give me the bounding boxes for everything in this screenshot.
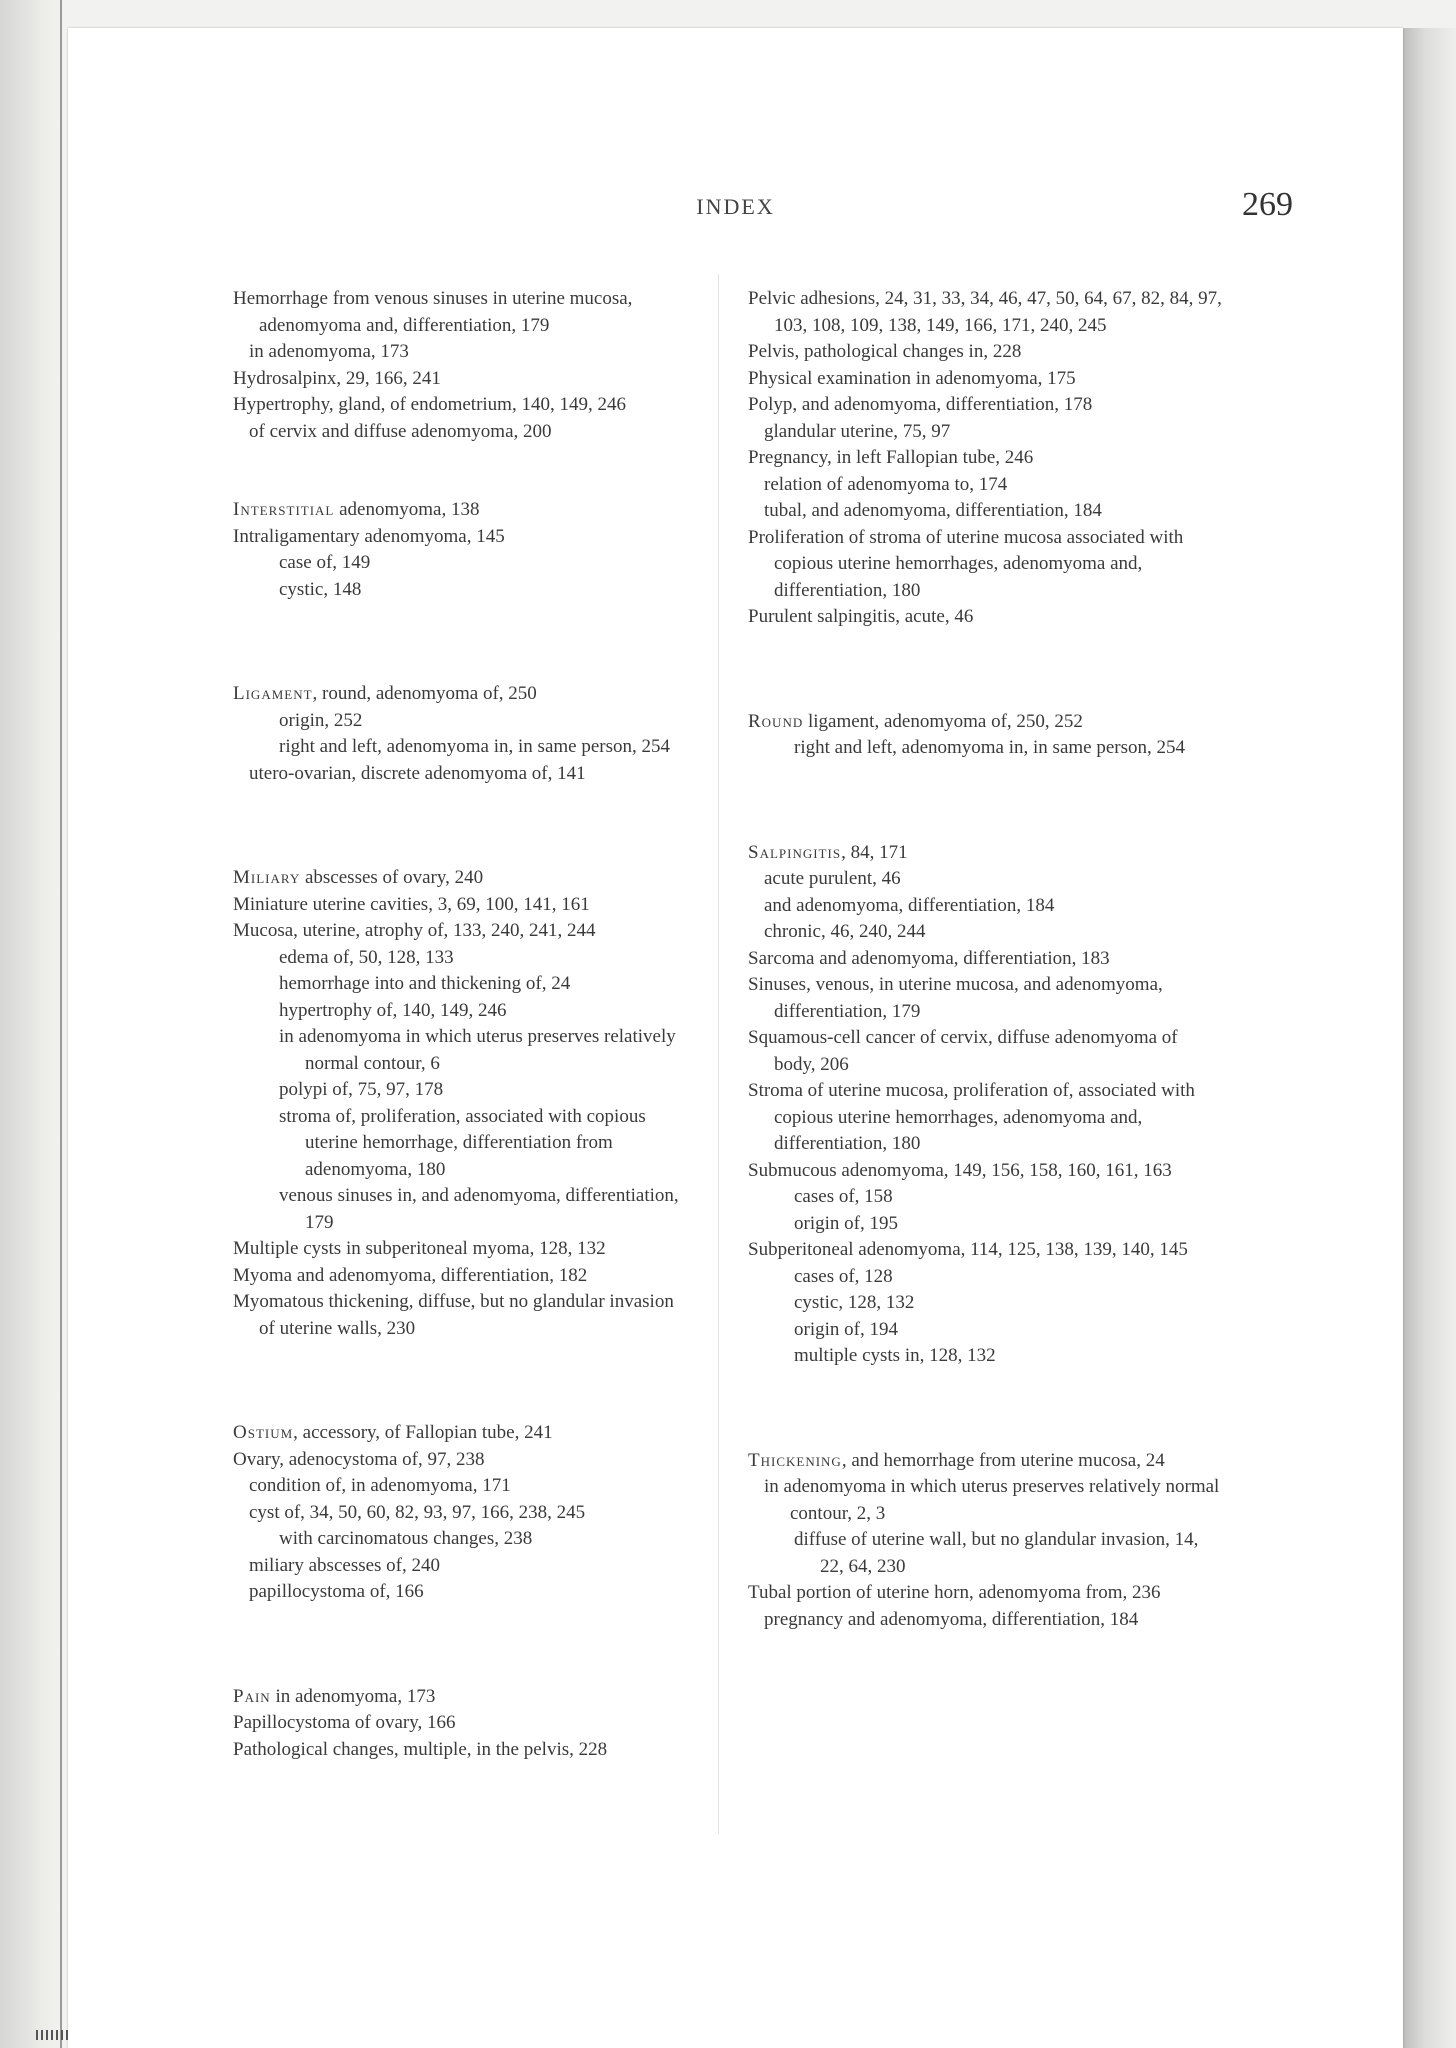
index-entry (233, 1236, 693, 1263)
entry-text: in adenomyoma, 173 (249, 341, 409, 362)
entry-text: glandular uterine, 75, 97 (764, 420, 951, 442)
index-subentry (233, 761, 693, 788)
index-entry (233, 524, 693, 551)
index-subentry (748, 1607, 1223, 1634)
entry-text: relation of adenomyoma to, 174 (764, 473, 1008, 495)
entry-text: cyst of, 34, 50, 60, 82, 93, 97, 166, 238, 245 (249, 1501, 586, 1523)
entry-text: Hemorrhage from venous sinuses in uterine mucosa, adenomyoma and, differentiation, 179 (233, 288, 633, 336)
index-subentry (233, 1024, 693, 1077)
section-lead-word: Miliary (233, 867, 301, 888)
index-subentry (233, 998, 693, 1025)
entry-text: miliary abscesses of, 240 (249, 1554, 441, 1576)
page-number: 269 (1242, 186, 1293, 223)
entry-text: acute purulent, 46 (764, 868, 901, 889)
entry-text: tubal, and adenomyoma, differentiation, 184 (764, 500, 1102, 521)
section-lead-word: Thickening (748, 1449, 842, 1471)
index-subentry (748, 419, 1223, 446)
entry-text: Sinuses, venous, in uterine mucosa, and adenomyoma, differentiation, 179 (748, 974, 1163, 1022)
left-column (233, 286, 693, 1763)
index-entry (748, 525, 1223, 605)
index-subentry (748, 1527, 1223, 1580)
section-gap (233, 1342, 693, 1420)
entry-text: Papillocystoma of ovary, 166 (233, 1712, 456, 1733)
entry-text: , 84, 171 (841, 841, 908, 863)
index-subentry (233, 419, 693, 446)
index-subentry (233, 1500, 693, 1527)
index-subentry (233, 550, 693, 577)
index-subentry (748, 498, 1223, 525)
index-subentry (233, 1104, 693, 1184)
entry-text: Purulent salpingitis, acute, 46 (748, 606, 974, 627)
index-entry (233, 286, 693, 339)
section-gap (748, 762, 1223, 840)
index-entry (233, 681, 693, 708)
index-page (68, 28, 1403, 2048)
index-entry (748, 1237, 1223, 1264)
entry-text: Physical examination in adenomyoma, 175 (748, 367, 1076, 389)
entry-text: diffuse of uterine wall, but no glandular invasion, 14, 22, 64, 230 (794, 1529, 1199, 1577)
index-subentry (748, 1264, 1223, 1291)
entry-text: Ovary, adenocystoma of, 97, 238 (233, 1448, 485, 1470)
index-entry (233, 1737, 693, 1764)
index-entry (233, 1289, 693, 1342)
index-subentry (233, 1553, 693, 1580)
section-lead-word: Interstitial (233, 499, 335, 520)
index-entry (233, 1420, 693, 1447)
scan-background (0, 0, 62, 2048)
entry-text: Polyp, and adenomyoma, differentiation, 178 (748, 394, 1093, 415)
entry-text: Pathological changes, multiple, in the pelvis, 228 (233, 1738, 608, 1760)
entry-text: stroma of, proliferation, associated with copious uterine hemorrhage, differentiation from adenomyoma, 180 (279, 1105, 646, 1180)
section-gap (748, 1370, 1223, 1448)
entry-text: cases of, 158 (794, 1186, 893, 1207)
index-entry (233, 1447, 693, 1474)
index-subentry (233, 1579, 693, 1606)
entry-text: right and left, adenomyoma in, in same person, 254 (279, 736, 670, 757)
entry-text: Hypertrophy, gland, of endometrium, 140, 149, 246 (233, 394, 626, 415)
index-entry (748, 366, 1223, 393)
entry-text: venous sinuses in, and adenomyoma, differentiation, 179 (279, 1185, 679, 1233)
entry-text: , and hemorrhage from uterine mucosa, 24 (841, 1449, 1165, 1471)
index-entry (748, 1158, 1223, 1185)
entry-text: Tubal portion of uterine horn, adenomyoma from, 236 (748, 1582, 1161, 1603)
index-subentry (748, 1290, 1223, 1317)
section-lead-word: Ostium (233, 1422, 294, 1443)
section-gap (233, 445, 693, 497)
section-lead-word: Round (748, 710, 804, 732)
entry-text: papillocystoma of, 166 (249, 1581, 424, 1602)
index-subentry (233, 708, 693, 735)
entry-text: ligament, adenomyoma of, 250, 252 (803, 710, 1083, 732)
entry-text: cases of, 128 (794, 1265, 893, 1287)
entry-text: Submucous adenomyoma, 149, 156, 158, 160, 161, 163 (748, 1159, 1172, 1181)
page-title: INDEX (696, 194, 775, 219)
entry-text: Pelvic adhesions, 24, 31, 33, 34, 46, 47, 50, 64, 67, 82, 84, 97, 103, 108, 109, 138, 149, 166, 171, 240, 245 (748, 288, 1222, 336)
entry-text: Subperitoneal adenomyoma, 114, 125, 138, 139, 140, 145 (748, 1239, 1188, 1260)
entry-text: adenomyoma, 138 (334, 499, 480, 520)
entry-text: polypi of, 75, 97, 178 (279, 1079, 444, 1100)
page-right-edge (1403, 28, 1456, 2048)
entry-text: Proliferation of stroma of uterine mucosa associated with copious uterine hemorrhages, adenomyoma and, differentiation, 180 (748, 526, 1184, 601)
entry-text: in adenomyoma in which uterus preserves relatively normal contour, 2, 3 (764, 1476, 1220, 1524)
index-entry (748, 840, 1223, 867)
index-entry (748, 1448, 1223, 1475)
index-subentry (233, 1183, 693, 1236)
entry-text: Hydrosalpinx, 29, 166, 241 (233, 367, 441, 389)
index-entry (748, 604, 1223, 631)
entry-text: edema of, 50, 128, 133 (279, 946, 454, 968)
entry-text: cystic, 128, 132 (794, 1292, 915, 1313)
index-subentry (233, 1077, 693, 1104)
page-binding-edge (60, 0, 62, 2048)
entry-text: hemorrhage into and thickening of, 24 (279, 973, 571, 994)
scan-edge-mark (36, 2030, 70, 2040)
section-lead-word: Salpingitis (748, 841, 842, 863)
index-subentry (233, 1526, 693, 1553)
entry-text: , accessory, of Fallopian tube, 241 (293, 1422, 553, 1443)
entry-text: of cervix and diffuse adenomyoma, 200 (249, 420, 552, 442)
index-subentry (748, 893, 1223, 920)
index-entry (748, 1078, 1223, 1158)
index-subentry (748, 1343, 1223, 1370)
entry-text: Myoma and adenomyoma, differentiation, 182 (233, 1264, 588, 1286)
index-subentry (233, 945, 693, 972)
index-entry (233, 892, 693, 919)
entry-text: cystic, 148 (279, 578, 362, 600)
index-entry (233, 497, 693, 524)
entry-text: origin, 252 (279, 709, 363, 731)
index-subentry (748, 1211, 1223, 1238)
entry-text: utero-ovarian, discrete adenomyoma of, 141 (249, 762, 586, 784)
index-entry (748, 339, 1223, 366)
entry-text: chronic, 46, 240, 244 (764, 921, 926, 942)
section-gap (233, 787, 693, 865)
index-subentry (233, 339, 693, 366)
entry-text: Stroma of uterine mucosa, proliferation of, associated with copious uterine hemorrhages, adenomyoma and, differentiation, 180 (748, 1080, 1195, 1154)
index-subentry (748, 1184, 1223, 1211)
index-entry (233, 1710, 693, 1737)
entry-text: in adenomyoma, 173 (270, 1685, 436, 1707)
entry-text: abscesses of ovary, 240 (300, 867, 484, 888)
index-subentry (233, 734, 693, 761)
entry-text: with carcinomatous changes, 238 (279, 1528, 533, 1549)
index-subentry (748, 1474, 1223, 1527)
section-gap (233, 603, 693, 681)
entry-text: Pregnancy, in left Fallopian tube, 246 (748, 447, 1034, 468)
section-lead-word: Pain (233, 1685, 271, 1707)
entry-text: Miniature uterine cavities, 3, 69, 100, 141, 161 (233, 893, 590, 915)
entry-text: and adenomyoma, differentiation, 184 (764, 894, 1055, 916)
entry-text: , round, adenomyoma of, 250 (312, 683, 537, 704)
entry-text: hypertrophy of, 140, 149, 246 (279, 999, 507, 1021)
index-subentry (748, 866, 1223, 893)
index-entry (748, 445, 1223, 472)
index-subentry (748, 1317, 1223, 1344)
index-entry (233, 1684, 693, 1711)
index-entry (233, 865, 693, 892)
index-subentry (233, 577, 693, 604)
right-column (748, 286, 1223, 1633)
index-subentry (748, 919, 1223, 946)
entry-text: case of, 149 (279, 552, 371, 573)
index-entry (748, 709, 1223, 736)
entry-text: pregnancy and adenomyoma, differentiation, 184 (764, 1608, 1139, 1630)
section-gap (233, 1606, 693, 1684)
entry-text: Sarcoma and adenomyoma, differentiation, 183 (748, 947, 1110, 969)
index-entry (748, 1025, 1223, 1078)
index-entry (233, 1263, 693, 1290)
index-subentry (748, 735, 1223, 762)
index-entry (748, 1580, 1223, 1607)
entry-text: origin of, 195 (794, 1212, 898, 1234)
entry-text: Squamous-cell cancer of cervix, diffuse adenomyoma of body, 206 (748, 1027, 1178, 1075)
index-entry (748, 946, 1223, 973)
entry-text: Intraligamentary adenomyoma, 145 (233, 525, 505, 547)
entry-text: right and left, adenomyoma in, in same person, 254 (794, 737, 1185, 758)
index-subentry (233, 1473, 693, 1500)
entry-text: origin of, 194 (794, 1318, 898, 1340)
index-entry (748, 286, 1223, 339)
entry-text: in adenomyoma in which uterus preserves relatively normal contour, 6 (279, 1026, 676, 1074)
entry-text: Mucosa, uterine, atrophy of, 133, 240, 241, 244 (233, 920, 596, 941)
section-lead-word: Ligament (233, 683, 313, 704)
column-divider (718, 274, 719, 1834)
entry-text: Pelvis, pathological changes in, 228 (748, 341, 1022, 362)
entry-text: Multiple cysts in subperitoneal myoma, 128, 132 (233, 1238, 606, 1259)
section-gap (748, 631, 1223, 709)
entry-text: multiple cysts in, 128, 132 (794, 1345, 996, 1366)
entry-text: Myomatous thickening, diffuse, but no glandular invasion of uterine walls, 230 (233, 1291, 674, 1339)
index-subentry (748, 472, 1223, 499)
entry-text: condition of, in adenomyoma, 171 (249, 1475, 511, 1496)
index-entry (233, 366, 693, 393)
index-entry (748, 392, 1223, 419)
index-subentry (233, 971, 693, 998)
index-entry (748, 972, 1223, 1025)
index-entry (233, 918, 693, 945)
index-entry (233, 392, 693, 419)
